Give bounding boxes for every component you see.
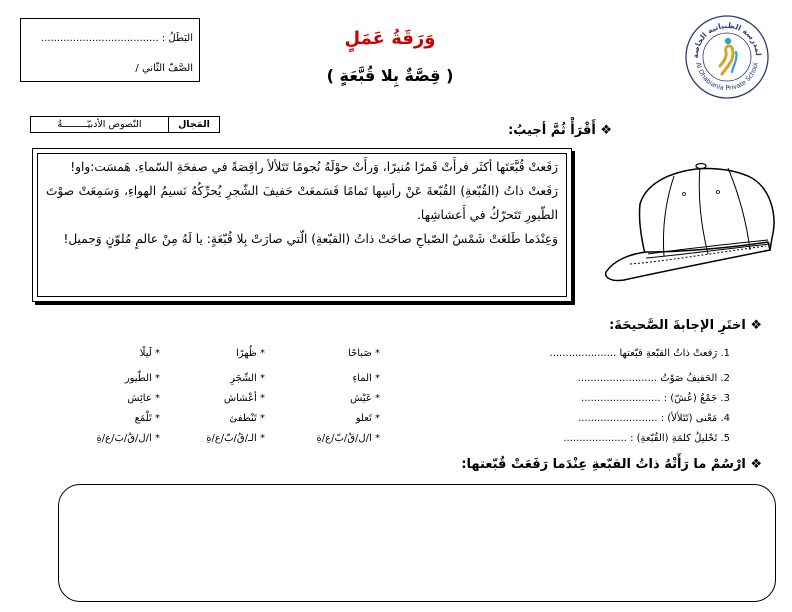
svg-text:Al Dhabiania Private School: Al Dhabiania Private School xyxy=(694,61,760,93)
answer-option[interactable]: * الطّيور xyxy=(124,373,160,384)
field-value: النّصوص الأدبيّـــــــــةُ xyxy=(57,119,142,130)
subject-field-box xyxy=(30,116,220,133)
answer-option[interactable]: * لَيلًا xyxy=(139,348,160,359)
cap-icon xyxy=(600,152,784,292)
answer-option[interactable]: * عَيْش xyxy=(350,393,380,404)
answer-option[interactable]: * أعْشاش xyxy=(223,393,265,404)
class-field[interactable]: الصَّفّ الثّاني / xyxy=(135,63,193,74)
school-seal-icon xyxy=(684,14,770,100)
answer-option[interactable]: * تَلْمَع xyxy=(134,413,160,424)
passage-paragraph: رَفَعتْ ذاتُ (القُبّعةِ) القُبّعةَ عَنْ رأسِها تَمامًا فَسَمعَتْ حَفيفَ الشّجرِ يُحرِّكُهُ نَسيمُ الهواءِ، وَسَمِعَتْ صوْتَ الطّيورِ تَتَحرّكُ في أَعشاشِها. xyxy=(46,184,558,222)
answer-option[interactable]: * عائِش xyxy=(127,393,160,404)
choice-heading: ❖ اختَرِ الإجابةَ الصَّحيحَةَ: xyxy=(609,318,762,333)
story-title: ( قِصَّةٌ بِلا قُبَّعَةٍ ) xyxy=(326,66,454,85)
question-prompt: 3. جَمْعُ (عُشّ) : ......................... xyxy=(581,393,730,404)
answer-option[interactable]: * الـ/قُ/بّ/ع/ةِ xyxy=(206,433,265,444)
student-info-box xyxy=(20,18,200,82)
name-field[interactable]: البَطَلُ : ..................................... xyxy=(41,33,193,44)
passage-heading: ❖ أَقْرَأْ ثُمَّ أجيبُ: xyxy=(508,123,612,138)
answer-option[interactable]: * تَنْطفئ xyxy=(229,413,265,424)
passage-paragraph: رَفَعتْ قُبَّعَتَها أكثَر فرأَتْ قَمرًا مُنيرًا، وَرأَتْ حوْلَهُ نُجومًا تَتَلألأ راقِصَةً في صفحَةِ السّماءِ. هَمسَت:واو! xyxy=(70,160,558,174)
field-label: المَجال xyxy=(168,117,219,132)
question-prompt: 5. تَحْليلُ كلمَةِ (القُبّعةِ) : .................... xyxy=(563,433,730,444)
passage-paragraph: وَعِنْدَما طَلعَتْ شَمْسُ الصّباحِ صاحَتْ ذاتُ (القبّعةِ) الّتي صارَتْ بِلا قُبّعَةٍ: يا لَهُ مِنْ عالمٍ مُلوّنٍ وَجميل! xyxy=(63,232,558,246)
answer-option[interactable]: * الماءِ xyxy=(352,373,380,384)
question-prompt: 2. الحَفيفُ صَوْتُ ......................... xyxy=(577,373,730,384)
answer-option[interactable]: * صَباحًا xyxy=(348,348,380,359)
answer-option[interactable]: * ا/ل/قُ/بّ/ع/ةِ xyxy=(316,433,380,444)
cap-illustration xyxy=(600,152,784,292)
drawing-area[interactable] xyxy=(58,484,776,602)
answer-option[interactable]: * الشّجَرِ xyxy=(230,373,265,384)
reading-passage xyxy=(32,148,572,302)
question-prompt: 4. مَعْنى (تَتَلألأ) : ......................... xyxy=(578,413,730,424)
answer-option[interactable]: * ا/ل/قُ/بَ/ع/ةِ xyxy=(96,433,160,444)
school-logo xyxy=(684,14,770,100)
question-prompt: 1. رَفعتْ ذاتُ القبّعةِ قبّعتها ..................... xyxy=(549,348,730,359)
answer-option[interactable]: * ظُهرًا xyxy=(235,348,265,359)
draw-heading: ❖ ارْسُمْ ما رَأَتْهُ ذاتُ القبّعةِ عِنْدَما رَفَعَتْ قُبّعتها: xyxy=(461,457,762,472)
svg-text:المدرسة الظبيانية الخاصة: لمدرسة الظبيانية الخاصة xyxy=(690,20,763,59)
answer-option[interactable]: * تَعلو xyxy=(355,413,380,424)
page-title: وَرَقَةُ عَمَلٍ xyxy=(344,28,436,49)
